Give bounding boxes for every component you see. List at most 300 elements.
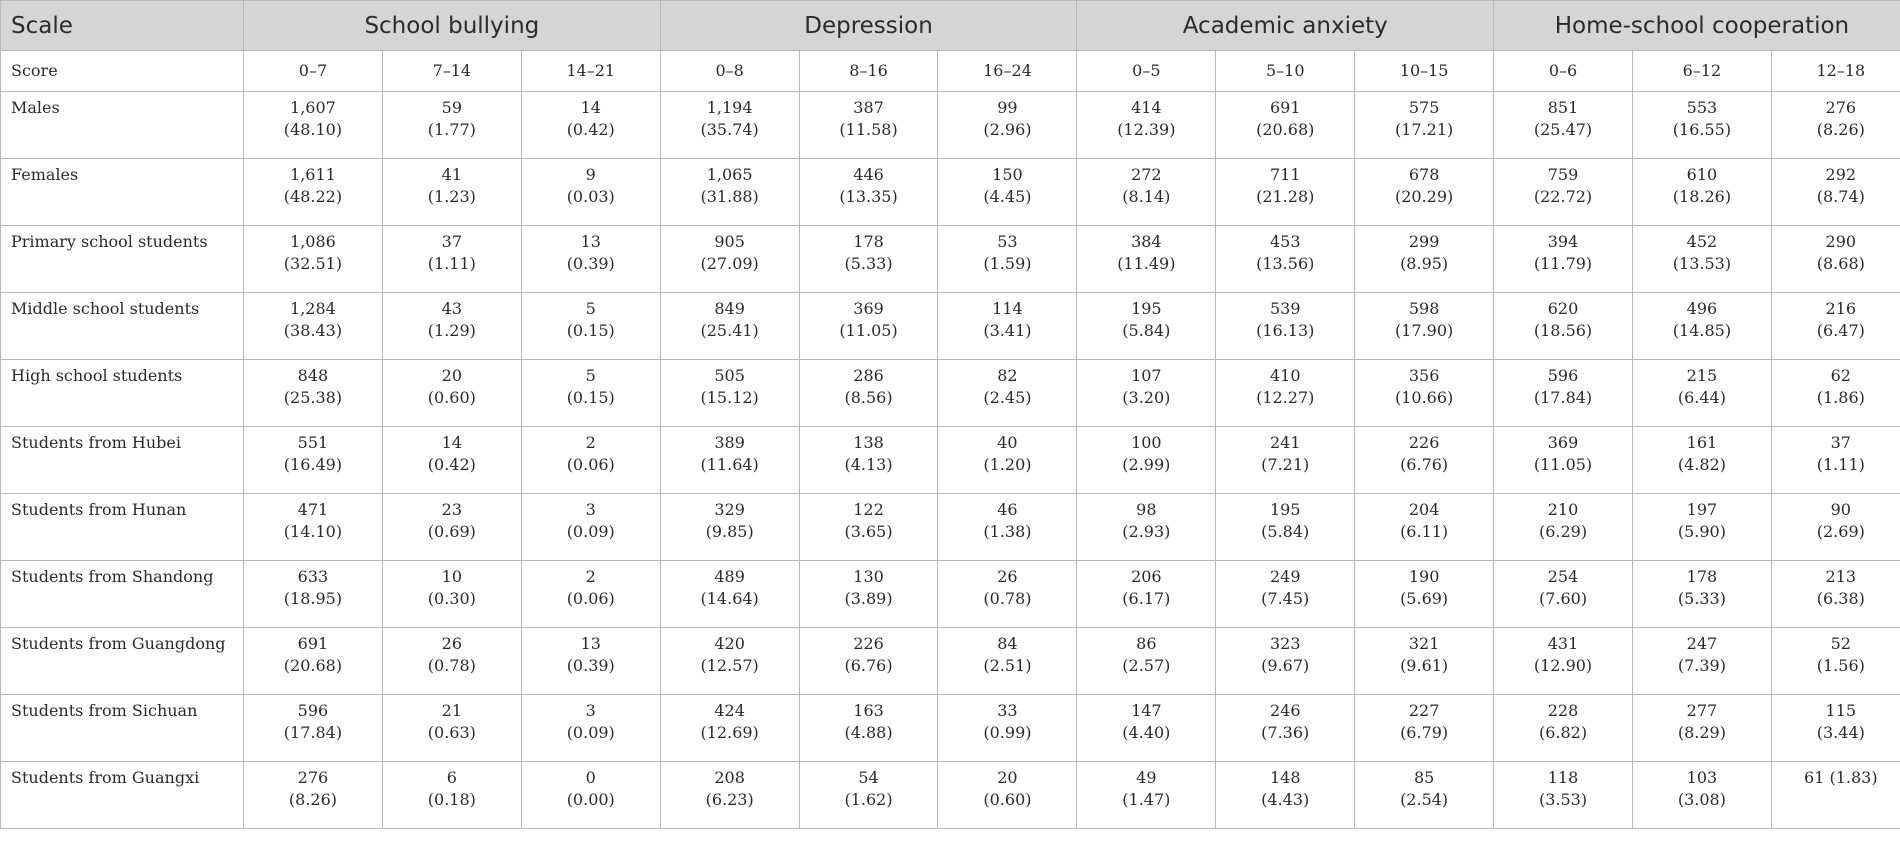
table-cell (244, 494, 383, 561)
cell-percent: (20.68) (283, 656, 343, 675)
table-cell (521, 226, 660, 293)
cell-count: 691 (297, 634, 329, 653)
cell-percent: (14.10) (283, 522, 343, 541)
cell-count: 21 (441, 701, 463, 720)
cell-percent: (13.53) (1672, 254, 1732, 273)
table-cell (1632, 561, 1771, 628)
cell-percent: (9.61) (1400, 656, 1449, 675)
row-label: Middle school students (1, 293, 244, 360)
table-cell (1077, 159, 1216, 226)
table-cell (1355, 561, 1494, 628)
table-cell (521, 360, 660, 427)
cell-percent: (12.57) (700, 656, 759, 675)
cell-percent: (20.29) (1394, 187, 1454, 206)
table-cell (799, 628, 938, 695)
table-cell (1771, 494, 1900, 561)
cell-percent: (0.42) (566, 120, 615, 139)
table-cell (521, 92, 660, 159)
row-label: Males (1, 92, 244, 159)
table-cell (1355, 92, 1494, 159)
table-cell (1494, 695, 1633, 762)
cell-count: 1,284 (290, 299, 336, 318)
cell-percent: (8.26) (1816, 120, 1865, 139)
cell-percent: (0.60) (983, 790, 1032, 809)
cell-percent: (1.23) (427, 187, 476, 206)
cell-count: 575 (1408, 98, 1440, 117)
cell-count: 147 (1131, 701, 1162, 720)
row-label: Primary school students (1, 226, 244, 293)
cell-count: 14 (580, 98, 601, 117)
cell-percent: (16.13) (1256, 321, 1315, 340)
cell-percent: (7.39) (1677, 656, 1726, 675)
cell-percent: (5.33) (844, 254, 893, 273)
cell-percent: (7.45) (1261, 589, 1310, 608)
score-range: 6–12 (1632, 51, 1771, 92)
cell-count: 691 (1269, 98, 1301, 117)
cell-count: 610 (1686, 165, 1718, 184)
cell-percent: (22.72) (1533, 187, 1593, 206)
cell-percent: (4.43) (1261, 790, 1310, 809)
cell-percent: (11.05) (839, 321, 898, 340)
cell-percent: (25.47) (1533, 120, 1593, 139)
header-corner-label: Scale (1, 1, 244, 51)
cell-percent: (17.90) (1394, 321, 1454, 340)
cell-percent: (25.41) (700, 321, 759, 340)
table-cell (382, 427, 521, 494)
cell-percent: (14.85) (1672, 321, 1732, 340)
cell-count: 208 (714, 768, 745, 787)
cell-percent: (1.47) (1122, 790, 1171, 809)
cell-percent: (11.79) (1533, 254, 1593, 273)
table-cell (382, 561, 521, 628)
cell-count: 14 (441, 433, 463, 452)
cell-count: 118 (1547, 768, 1579, 787)
table-row (1, 159, 1900, 226)
cell-count: 215 (1686, 366, 1718, 385)
table-cell (660, 762, 799, 829)
cell-count: 299 (1408, 232, 1440, 251)
table-cell (938, 427, 1077, 494)
cell-percent: (16.49) (283, 455, 343, 474)
table-cell (1077, 360, 1216, 427)
cell-percent: (48.10) (283, 120, 343, 139)
cell-percent: (1.59) (983, 254, 1032, 273)
cell-count: 122 (853, 500, 884, 519)
cell-count: 905 (714, 232, 745, 251)
cell-percent: (8.68) (1816, 254, 1865, 273)
cell-percent: (1.20) (983, 455, 1032, 474)
cell-percent: (5.33) (1677, 589, 1726, 608)
row-label: Females (1, 159, 244, 226)
cell-percent: (18.95) (283, 589, 343, 608)
cell-count: 241 (1269, 433, 1301, 452)
cell-count: 59 (441, 98, 463, 117)
cell-count: 5 (585, 299, 596, 318)
cell-count: 1,065 (706, 165, 753, 184)
cell-count: 53 (997, 232, 1018, 251)
cell-percent: (0.06) (566, 455, 615, 474)
table-body (1, 51, 1900, 829)
table-cell (1632, 226, 1771, 293)
cell-percent: (27.09) (700, 254, 759, 273)
cell-percent: (11.49) (1117, 254, 1176, 273)
table-cell (1077, 762, 1216, 829)
cell-count: 505 (714, 366, 745, 385)
table-cell (1771, 561, 1900, 628)
cell-percent: (12.27) (1256, 388, 1315, 407)
cell-percent: (1.38) (983, 522, 1032, 541)
row-label: Students from Hubei (1, 427, 244, 494)
table-cell (244, 293, 383, 360)
table-cell (938, 226, 1077, 293)
cell-count: 190 (1408, 567, 1440, 586)
cell-percent: (0.09) (566, 723, 615, 742)
table-cell (1494, 226, 1633, 293)
cell-count: 161 (1686, 433, 1718, 452)
cell-percent: (1.86) (1816, 388, 1865, 407)
cell-count: 195 (1131, 299, 1162, 318)
cell-percent: (4.82) (1677, 455, 1726, 474)
score-range: 12–18 (1771, 51, 1900, 92)
score-range: 0–6 (1494, 51, 1633, 92)
score-range: 14–21 (521, 51, 660, 92)
score-range: 0–8 (660, 51, 799, 92)
cell-count: 6 (446, 768, 457, 787)
table-cell (244, 561, 383, 628)
cell-count: 46 (997, 500, 1018, 519)
table-row (1, 561, 1900, 628)
table-cell (1077, 226, 1216, 293)
cell-count: 148 (1269, 768, 1301, 787)
cell-count: 369 (853, 299, 884, 318)
table-row (1, 628, 1900, 695)
cell-count: 100 (1131, 433, 1162, 452)
cell-count: 389 (714, 433, 745, 452)
row-label: Students from Shandong (1, 561, 244, 628)
cell-count: 216 (1825, 299, 1857, 318)
cell-percent: (20.68) (1256, 120, 1315, 139)
cell-percent: (1.11) (1816, 455, 1865, 474)
table-cell (799, 494, 938, 561)
cell-count: 114 (992, 299, 1023, 318)
cell-count: 130 (853, 567, 884, 586)
cell-percent: (8.14) (1122, 187, 1171, 206)
cell-count: 228 (1547, 701, 1579, 720)
table-cell (382, 159, 521, 226)
cell-count: 453 (1269, 232, 1301, 251)
cell-count: 1,611 (290, 165, 336, 184)
cell-count: 40 (997, 433, 1018, 452)
cell-percent: (6.76) (1400, 455, 1449, 474)
table-cell (799, 360, 938, 427)
cell-count: 138 (853, 433, 884, 452)
cell-count: 2 (585, 433, 596, 452)
table-cell (1771, 159, 1900, 226)
cell-count: 851 (1547, 98, 1579, 117)
cell-percent: (15.12) (700, 388, 759, 407)
table-cell (799, 92, 938, 159)
table-cell (1077, 427, 1216, 494)
table-cell (244, 360, 383, 427)
cell-count: 20 (441, 366, 463, 385)
table-cell (1355, 226, 1494, 293)
cell-count: 254 (1547, 567, 1579, 586)
cell-percent: (2.69) (1816, 522, 1865, 541)
table-cell (1355, 427, 1494, 494)
cell-percent: (9.67) (1261, 656, 1310, 675)
cell-count: 598 (1408, 299, 1440, 318)
table-cell (1077, 494, 1216, 561)
table-cell (1632, 628, 1771, 695)
cell-count: 26 (997, 567, 1018, 586)
table-cell (799, 293, 938, 360)
cell-count: 98 (1136, 500, 1157, 519)
table-cell (244, 226, 383, 293)
table-cell (938, 293, 1077, 360)
cell-percent: (1.29) (427, 321, 476, 340)
cell-count: 272 (1131, 165, 1162, 184)
cell-count: 204 (1408, 500, 1440, 519)
table-cell (1632, 360, 1771, 427)
cell-percent: (5.84) (1122, 321, 1171, 340)
cell-count: 197 (1686, 500, 1718, 519)
table-cell (382, 92, 521, 159)
cell-count: 410 (1269, 366, 1301, 385)
cell-percent: (0.99) (983, 723, 1032, 742)
table-cell (1077, 561, 1216, 628)
table-cell (1077, 628, 1216, 695)
table-cell (1494, 561, 1633, 628)
cell-percent: (5.84) (1261, 522, 1310, 541)
cell-count: 277 (1686, 701, 1718, 720)
cell-percent: (2.57) (1122, 656, 1171, 675)
header-row (1, 1, 1900, 51)
cell-percent: (18.56) (1533, 321, 1593, 340)
cell-count: 226 (1408, 433, 1440, 452)
cell-count: 471 (297, 500, 329, 519)
cell-count: 321 (1408, 634, 1440, 653)
table-cell (521, 762, 660, 829)
cell-percent: (7.60) (1538, 589, 1588, 608)
row-label: High school students (1, 360, 244, 427)
cell-count: 61 (1.83) (1804, 768, 1878, 787)
cell-percent: (0.03) (566, 187, 615, 206)
cell-percent: (6.82) (1538, 723, 1588, 742)
cell-count: 82 (997, 366, 1018, 385)
cell-percent: (1.56) (1816, 656, 1865, 675)
cell-percent: (8.74) (1816, 187, 1865, 206)
cell-percent: (4.40) (1122, 723, 1171, 742)
table-cell (1632, 92, 1771, 159)
cell-percent: (0.00) (566, 790, 615, 809)
score-label: Score (1, 51, 244, 92)
cell-count: 41 (441, 165, 463, 184)
score-range: 8–16 (799, 51, 938, 92)
table-cell (938, 762, 1077, 829)
table-cell (938, 159, 1077, 226)
cell-count: 249 (1269, 567, 1301, 586)
cell-count: 446 (853, 165, 884, 184)
table-cell (799, 561, 938, 628)
cell-count: 26 (441, 634, 463, 653)
table-cell (244, 762, 383, 829)
table-cell (244, 159, 383, 226)
cell-count: 54 (858, 768, 879, 787)
cell-count: 246 (1269, 701, 1301, 720)
cell-percent: (17.84) (283, 723, 343, 742)
cell-count: 1,607 (290, 98, 336, 117)
cell-count: 10 (441, 567, 463, 586)
cell-percent: (11.64) (700, 455, 759, 474)
table-row (1, 360, 1900, 427)
cell-count: 849 (714, 299, 745, 318)
cell-count: 107 (1131, 366, 1162, 385)
cell-percent: (0.78) (427, 656, 476, 675)
cell-count: 384 (1131, 232, 1162, 251)
cell-percent: (5.90) (1677, 522, 1726, 541)
cell-count: 678 (1408, 165, 1440, 184)
row-label: Students from Hunan (1, 494, 244, 561)
table-cell (660, 561, 799, 628)
cell-percent: (6.17) (1122, 589, 1171, 608)
cell-percent: (7.21) (1261, 455, 1310, 474)
table-row (1, 293, 1900, 360)
table-cell (660, 293, 799, 360)
cell-count: 596 (297, 701, 329, 720)
cell-percent: (35.74) (700, 120, 759, 139)
table-cell (1494, 92, 1633, 159)
header-group-home-school-cooperation: Home-school cooperation (1494, 1, 1900, 51)
header-group-depression: Depression (660, 1, 1077, 51)
table-cell (1216, 293, 1355, 360)
table-cell (660, 494, 799, 561)
table-cell (1216, 494, 1355, 561)
cell-count: 213 (1825, 567, 1857, 586)
cell-percent: (0.30) (427, 589, 476, 608)
table-cell (1771, 92, 1900, 159)
cell-percent: (2.93) (1122, 522, 1171, 541)
table-cell (1216, 92, 1355, 159)
cell-percent: (38.43) (283, 321, 343, 340)
cell-count: 276 (1825, 98, 1857, 117)
cell-count: 290 (1825, 232, 1857, 251)
score-row (1, 51, 1900, 92)
table-cell (1494, 159, 1633, 226)
cell-percent: (13.35) (839, 187, 898, 206)
cell-count: 43 (441, 299, 463, 318)
table-cell (799, 226, 938, 293)
table-cell (1216, 360, 1355, 427)
cell-percent: (1.11) (427, 254, 476, 273)
table-cell (1771, 762, 1900, 829)
table-row (1, 762, 1900, 829)
cell-count: 1,086 (290, 232, 336, 251)
cell-percent: (0.39) (566, 656, 615, 675)
table-cell (799, 159, 938, 226)
cell-percent: (4.88) (844, 723, 893, 742)
table-cell (521, 494, 660, 561)
table-cell (1771, 293, 1900, 360)
table-cell (1771, 695, 1900, 762)
cell-percent: (11.05) (1533, 455, 1593, 474)
table-cell (1632, 494, 1771, 561)
cell-percent: (9.85) (705, 522, 754, 541)
table-cell (1216, 561, 1355, 628)
cell-count: 178 (853, 232, 884, 251)
cell-percent: (3.65) (844, 522, 893, 541)
table-cell (1355, 695, 1494, 762)
table-cell (1494, 628, 1633, 695)
table-cell (1216, 695, 1355, 762)
cell-count: 206 (1131, 567, 1162, 586)
cell-percent: (3.44) (1816, 723, 1865, 742)
table-cell (660, 628, 799, 695)
table-cell (244, 92, 383, 159)
score-range: 7–14 (382, 51, 521, 92)
header-group-academic-anxiety: Academic anxiety (1077, 1, 1494, 51)
cell-count: 414 (1131, 98, 1162, 117)
cell-percent: (2.51) (983, 656, 1032, 675)
cell-percent: (4.13) (844, 455, 893, 474)
cell-percent: (6.79) (1400, 723, 1449, 742)
cell-count: 247 (1686, 634, 1718, 653)
cell-percent: (12.90) (1533, 656, 1593, 675)
cell-count: 2 (585, 567, 596, 586)
cell-percent: (14.64) (700, 589, 759, 608)
cell-percent: (4.45) (983, 187, 1032, 206)
cell-count: 369 (1547, 433, 1579, 452)
table-cell (244, 628, 383, 695)
table-cell (660, 92, 799, 159)
cell-percent: (11.58) (839, 120, 898, 139)
cell-percent: (0.09) (566, 522, 615, 541)
cell-percent: (2.99) (1122, 455, 1171, 474)
cell-percent: (5.69) (1400, 589, 1449, 608)
table-cell (1077, 293, 1216, 360)
table-cell (1216, 226, 1355, 293)
table-cell (1632, 427, 1771, 494)
table-row (1, 92, 1900, 159)
cell-percent: (12.39) (1117, 120, 1176, 139)
table-cell (244, 427, 383, 494)
cell-count: 13 (580, 634, 601, 653)
cell-percent: (17.21) (1394, 120, 1454, 139)
cell-count: 5 (585, 366, 596, 385)
cell-percent: (6.47) (1816, 321, 1865, 340)
cell-count: 163 (853, 701, 884, 720)
cell-percent: (0.15) (566, 388, 615, 407)
cell-count: 178 (1686, 567, 1718, 586)
table-cell (1216, 628, 1355, 695)
cell-percent: (6.23) (705, 790, 754, 809)
table-cell (1355, 293, 1494, 360)
cell-count: 387 (853, 98, 884, 117)
cell-count: 424 (714, 701, 745, 720)
cell-percent: (8.95) (1400, 254, 1449, 273)
cell-percent: (48.22) (283, 187, 343, 206)
table-cell (1216, 762, 1355, 829)
cell-count: 489 (714, 567, 745, 586)
cell-percent: (6.44) (1677, 388, 1726, 407)
cell-count: 37 (1830, 433, 1851, 452)
table-cell (799, 762, 938, 829)
cell-count: 356 (1408, 366, 1440, 385)
table-cell (1355, 360, 1494, 427)
cell-count: 633 (297, 567, 329, 586)
cell-count: 759 (1547, 165, 1579, 184)
cell-count: 323 (1269, 634, 1301, 653)
cell-count: 20 (997, 768, 1018, 787)
